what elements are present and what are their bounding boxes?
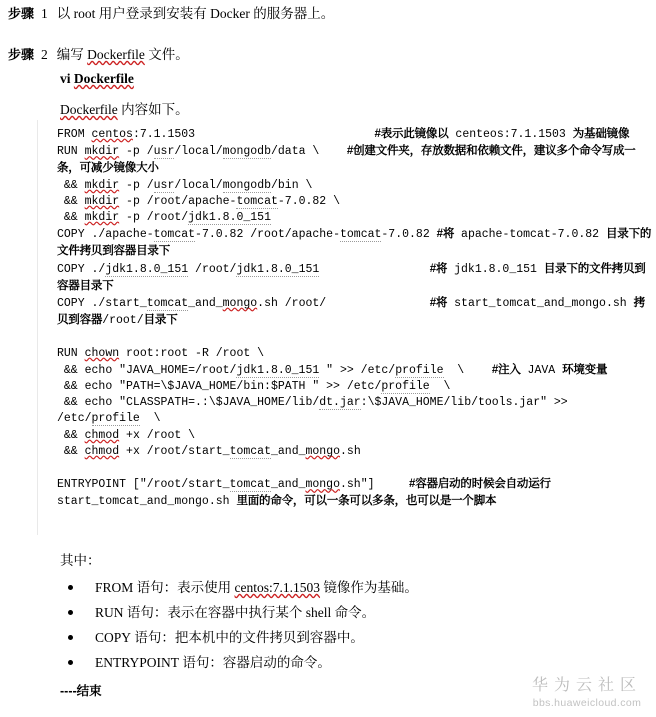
step-2-dockerfile-word: Dockerfile [87,47,145,62]
code-token: centos [91,128,133,141]
code-line: COPY ./apache-tomcat-7.0.82 /root/apache-tomcat-7.0.82 #将 apache-tomcat-7.0.82 目录下的文件拷贝到容器目录下 [57,228,652,258]
misspelled-term: centos:7.1.1503 [234,580,321,595]
end-marker: ----结束 [60,684,102,698]
qizhong-label: 其中： [60,553,101,568]
code-token: mongodb [222,145,271,159]
code-token: profile [91,412,140,426]
code-line [57,329,653,345]
code-token: chown [84,346,120,360]
code-block-guide-rule [37,120,38,535]
list-item-text: FROM 语句：表示使用 centos:7.1.1503 镜像作为基础。 [95,580,418,595]
code-token: tomcat [146,297,189,311]
code-line: ENTRYPOINT ["/root/start_tomcat_and_mongo.sh"] #容器启动的时候会自动运行 start_tomcat_and_mongo.sh 里面的命令，可以一条可以多条，也可以是一个脚本 [57,478,558,509]
code-token: jdk1.8.0_151 [236,262,320,276]
code-token: dt.jar [319,396,361,410]
list-item-text: ENTRYPOINT 语句：容器启动的命令。 [95,655,331,670]
code-token: jdk1.8.0_151 [188,211,271,225]
code-comment: #容器启动的时候会自动运行 start_tomcat_and_mongo.sh 里面的命令，可以一条可以多条，也可以是一个脚本 [57,478,558,509]
watermark [532,672,642,709]
vi-filename: Dockerfile [73,71,134,86]
step-2-number: 2 [41,47,48,62]
directive-keyword: COPY [95,630,132,645]
code-token: mkdir [84,178,120,192]
code-line: && echo "JAVA_HOME=/root/jdk1.8.0_151 " >> /etc/profile \ #注入 JAVA 环境变量 [57,363,608,377]
code-token: chmod [84,428,120,442]
code-line: && chmod +x /root/start_tomcat_and_mongo.sh [57,444,361,458]
code-comment: #将 apache-tomcat-7.0.82 目录下的文件拷贝到容器目录下 [57,228,652,258]
list-item-text: COPY 语句：把本机中的文件拷贝到容器中。 [95,630,364,645]
code-line: COPY ./start_tomcat_and_mongo.sh /root/ #将 start_tomcat_and_mongo.sh 拷贝到容器/root/目录下 [57,297,645,328]
intro-text: 内容如下。 [117,102,189,117]
code-token: jdk1.8.0_151 [236,363,320,377]
step-1-number: 1 [41,6,48,21]
code-token: usr [153,178,175,192]
step-2-label: 步骤 [8,47,35,62]
code-token: profile [381,380,430,394]
code-token: mongodb [222,178,271,192]
code-comment: #将 start_tomcat_and_mongo.sh 拷贝到容器/root/目录下 [57,297,645,328]
directive-keyword: ENTRYPOINT [95,655,179,670]
intro-line [60,102,189,118]
bullet-dot-icon [68,660,73,665]
code-line: && mkdir -p /root/jdk1.8.0_151 [57,211,271,225]
code-token: tomcat [339,228,382,242]
code-line: COPY ./jdk1.8.0_151 /root/jdk1.8.0_151 #将 jdk1.8.0_151 目录下的文件拷贝到容器目录下 [57,262,646,292]
code-token: mkdir [84,194,120,208]
step-2-text-after: 文件。 [144,47,189,62]
code-token: profile [395,363,444,377]
code-line: && mkdir -p /usr/local/mongodb/bin \ [57,178,313,192]
code-token: tomcat [229,478,271,492]
code-comment: #创建文件夹，存放数据和依赖文件，建议多个命令写成一条，可减少镜像大小 [57,145,636,175]
code-token: tomcat [153,228,196,242]
code-token: tomcat [236,194,278,208]
step-2-paragraph [8,47,189,63]
directive-keyword: FROM [95,580,134,595]
code-line: RUN chown root:root -R /root \ [57,346,265,360]
step-1-text: 以 root 用户登录到安装有 Docker 的服务器上。 [56,6,335,21]
code-token: mkdir [84,211,120,225]
list-item [60,628,640,653]
code-line: && chmod +x /root \ [57,428,196,442]
code-token: chmod [84,444,120,458]
bullet-dot-icon [68,635,73,640]
code-token: mkdir [84,145,120,159]
code-line: FROM centos:7.1.1503 #表示此镜像以 centeos:7.1.1503 为基础镜像 [57,128,630,141]
code-line: RUN mkdir -p /usr/local/mongodb/data \ #创建文件夹，存放数据和依赖文件，建议多个命令写成一条，可减少镜像大小 [57,145,636,175]
code-comment: #将 jdk1.8.0_151 目录下的文件拷贝到容器目录下 [57,262,646,292]
list-item [60,578,640,603]
code-line: && echo "PATH=\$JAVA_HOME/bin:$PATH " >> /etc/profile \ [57,380,451,394]
code-line: && mkdir -p /root/apache-tomcat-7.0.82 \ [57,194,341,208]
code-token: mongo [305,444,341,458]
bullet-dot-icon [68,610,73,615]
code-token: mongo [305,478,340,492]
watermark-brand: 华为云社区 [531,677,642,694]
vi-prefix: vi [60,71,74,86]
watermark-url: bbs.huaweicloud.com [532,697,642,709]
code-token: tomcat [229,444,271,458]
bullet-dot-icon [68,585,73,590]
code-token: mongo [222,297,258,311]
code-line [57,460,653,476]
code-line: && echo "CLASSPATH=.:\$JAVA_HOME/lib/dt.jar:\$JAVA_HOME/lib/tools.jar" >> /etc/profile \ [57,396,575,426]
list-item-text: RUN 语句：表示在容器中执行某个 shell 命令。 [95,605,376,620]
code-comment: #注入 JAVA 环境变量 [491,363,608,377]
intro-filename: Dockerfile [60,102,118,117]
code-comment: #表示此镜像以 centeos:7.1.1503 为基础镜像 [374,128,630,141]
step-2-text-before: 编写 [56,47,88,62]
step-1-label: 步骤 [8,6,35,21]
code-token: jdk1.8.0_151 [105,262,189,276]
vi-command-line [60,71,134,87]
directive-bullet-list [60,578,640,678]
step-1-paragraph [8,6,334,22]
code-token: usr [153,145,175,159]
dockerfile-code-block [57,126,653,511]
list-item [60,603,640,628]
directive-keyword: RUN [95,605,124,620]
